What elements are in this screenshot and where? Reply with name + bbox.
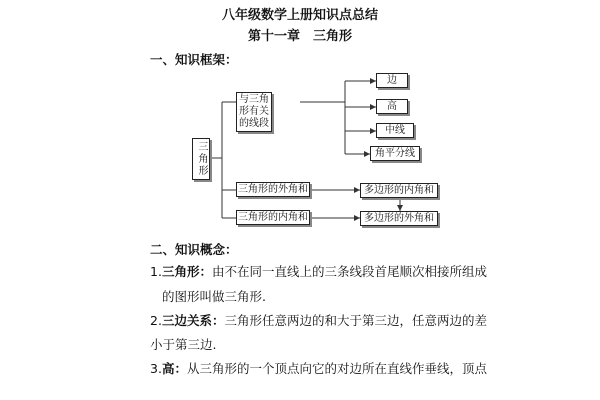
concept-1-sep: ： xyxy=(199,264,212,279)
concept-1-term: 三角形 xyxy=(161,264,200,279)
concept-1-text: 由不在同一直线上的三条线段首尾顺次相接所组成 xyxy=(211,264,487,279)
node-triangle-exterior-angle-sum: 三角形的外角和 xyxy=(236,182,310,197)
node-median: 中线 xyxy=(376,123,414,138)
concept-1-number: 1. xyxy=(150,264,162,279)
node-angle-bisector: 角平分线 xyxy=(370,146,420,161)
node-side: 边 xyxy=(376,73,408,88)
concept-2-number: 2. xyxy=(150,313,162,328)
concept-3-number: 3. xyxy=(150,361,162,376)
node-altitude: 高 xyxy=(376,99,408,114)
node-polygon-exterior-angle-sum: 多边形的外角和 xyxy=(360,211,438,226)
section-heading-framework: 一、知识框架： xyxy=(150,52,238,67)
node-triangle: 三角形 xyxy=(192,138,210,180)
node-polygon-interior-angle-sum: 多边形的内角和 xyxy=(360,183,438,198)
concept-3-term: 高 xyxy=(161,361,175,376)
node-triangle-interior-angle-sum: 三角形的内角和 xyxy=(236,210,310,225)
concept-1-continuation: 的图形叫做三角形. xyxy=(162,289,266,304)
concept-2-text: 三角形任意两边的和大于第三边，任意两边的差 xyxy=(224,313,487,328)
section-heading-concepts: 二、知识概念： xyxy=(150,242,238,257)
document-title: 八年级数学上册知识点总结 xyxy=(221,8,378,23)
concept-3 xyxy=(150,361,487,377)
concept-2-continuation: 小于第三边. xyxy=(150,337,217,352)
concept-2-term: 三边关系 xyxy=(161,313,212,328)
concept-2-sep: ： xyxy=(211,313,225,328)
concept-3-sep: ： xyxy=(174,361,187,376)
chapter-title: 第十一章 三角形 xyxy=(247,29,352,44)
node-related-segments: 与三角形有关的线段 xyxy=(236,92,272,132)
concept-3-text: 从三角形的一个顶点向它的对边所在直线作垂线，顶点 xyxy=(186,361,487,376)
concept-2 xyxy=(150,313,487,329)
concept-1 xyxy=(150,264,487,280)
